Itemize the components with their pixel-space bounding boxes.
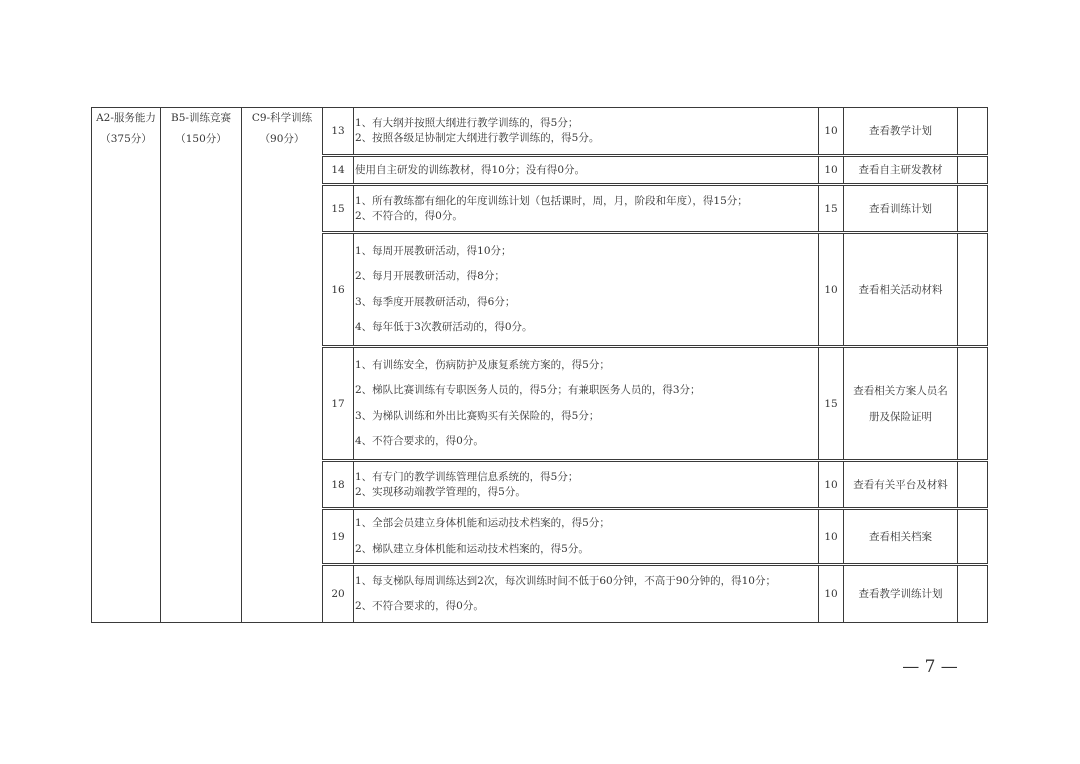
check-method: 查看自主研发教材 (844, 156, 958, 185)
table-row (92, 108, 988, 156)
criteria-line: 2、梯队建立身体机能和运动技术档案的，得5分。 (355, 542, 589, 555)
note-cell (958, 233, 988, 347)
criteria-line: 4、不符合要求的，得0分。 (355, 435, 484, 447)
note-cell (958, 185, 988, 233)
score-value: 10 (819, 565, 844, 623)
score-value: 15 (819, 185, 844, 233)
check-method: 查看有关平台及材料 (844, 461, 958, 509)
check-method-line: 册及保险证明 (869, 410, 932, 423)
check-method: 查看训练计划 (844, 185, 958, 233)
page-number: — 7 — (902, 657, 958, 677)
criteria-line: 2、梯队比赛训练有专职医务人员的，得5分；有兼职医务人员的，得3分； (355, 384, 701, 396)
criteria-cell (354, 565, 819, 623)
check-method: 查看相关活动材料 (844, 233, 958, 347)
criteria-cell (354, 347, 819, 461)
criteria-line: 2、按照各级足协制定大纲进行教学训练的，得5分。 (355, 132, 600, 144)
check-method (844, 347, 958, 461)
criteria-cell (354, 185, 819, 233)
criteria-line: 1、全部会员建立身体机能和运动技术档案的，得5分； (355, 517, 610, 529)
category-c9-name: C9-科学训练 (251, 112, 313, 124)
criteria-line: 1、有大纲并按照大纲进行教学训练的，得5分； (355, 117, 579, 129)
score-value: 10 (819, 156, 844, 185)
item-number: 13 (323, 108, 354, 156)
criteria-cell (354, 509, 819, 565)
item-number: 16 (323, 233, 354, 347)
criteria-cell (354, 108, 819, 156)
score-value: 10 (819, 108, 844, 156)
criteria-line: 4、每年低于3次教研活动的，得0分。 (355, 321, 533, 333)
item-number: 14 (323, 156, 354, 185)
score-value: 10 (819, 233, 844, 347)
note-cell (958, 509, 988, 565)
criteria-line: 2、不符合要求的，得0分。 (355, 600, 484, 612)
criteria-line: 1、有专门的教学训练管理信息系统的，得5分； (355, 470, 579, 483)
note-cell (958, 156, 988, 185)
check-method: 查看教学训练计划 (844, 565, 958, 623)
check-method: 查看相关档案 (844, 509, 958, 565)
criteria-line: 1、有训练安全，伤病防护及康复系统方案的，得5分； (355, 358, 610, 371)
category-b5-score: （150分） (175, 133, 227, 145)
criteria-cell (354, 233, 819, 347)
criteria-line: 使用自主研发的训练教材，得10分；没有得0分。 (355, 163, 586, 176)
criteria-line: 3、每季度开展教研活动，得6分； (355, 295, 516, 308)
evaluation-table (91, 107, 988, 623)
criteria-line: 2、不符合的，得0分。 (355, 209, 463, 222)
note-cell (958, 347, 988, 461)
criteria-line: 1、所有教练都有细化的年度训练计划（包括课时，周，月，阶段和年度），得15分； (355, 194, 748, 207)
check-method-line: 查看相关方案人员名 (853, 384, 948, 397)
criteria-cell (354, 461, 819, 509)
category-c9-cell (242, 108, 323, 623)
score-value: 15 (819, 347, 844, 461)
item-number: 20 (323, 565, 354, 623)
item-number: 18 (323, 461, 354, 509)
criteria-line: 1、每支梯队每周训练达到2次，每次训练时间不低于60分钟，不高于90分钟的，得10分； (355, 574, 776, 587)
category-b5-name: B5-训练竞赛 (171, 112, 231, 124)
note-cell (958, 108, 988, 156)
item-number: 19 (323, 509, 354, 565)
item-number: 15 (323, 185, 354, 233)
note-cell (958, 565, 988, 623)
category-a2-name: A2-服务能力 (96, 112, 156, 124)
note-cell (958, 461, 988, 509)
category-a2-score: （375分） (100, 133, 152, 145)
item-number: 17 (323, 347, 354, 461)
check-method: 查看教学计划 (844, 108, 958, 156)
score-value: 10 (819, 461, 844, 509)
category-a2-cell (92, 108, 161, 623)
score-value: 10 (819, 509, 844, 565)
criteria-line: 2、实现移动端教学管理的，得5分。 (355, 485, 526, 498)
criteria-cell (354, 156, 819, 185)
criteria-line: 2、每月开展教研活动，得8分； (355, 270, 505, 282)
category-c9-score: （90分） (259, 133, 305, 145)
category-b5-cell (161, 108, 242, 623)
criteria-line: 3、为梯队训练和外出比赛购买有关保险的，得5分； (355, 409, 600, 422)
criteria-line: 1、每周开展教研活动，得10分； (355, 244, 512, 257)
